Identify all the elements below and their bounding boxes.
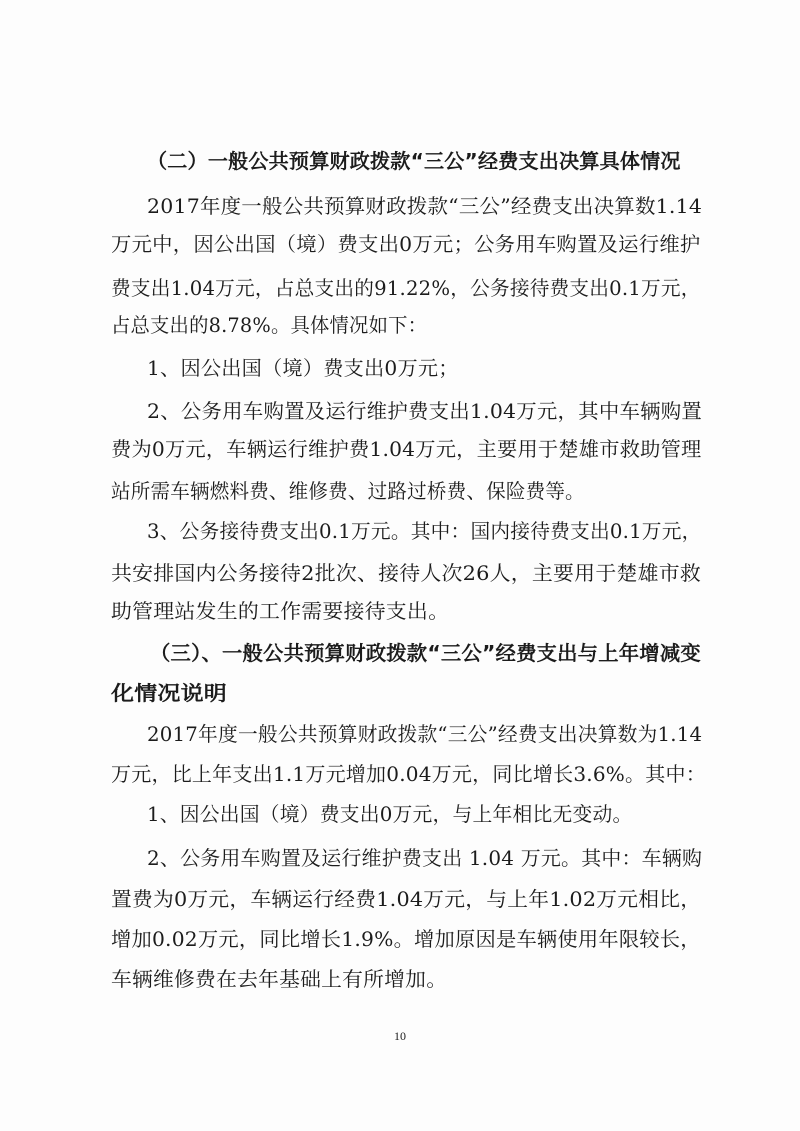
section-3-list-item-line: 置费为0万元，车辆运行经费1.04万元，与上年1.02万元相比，: [111, 887, 702, 911]
section-2-paragraph-line: 占总支出的8.78%。具体情况如下：: [111, 313, 428, 337]
section-3-heading: （三）、一般公共预算财政拨款“三公”经费支出与上年增减变: [150, 641, 701, 665]
section-2-paragraph-line: 费支出1.04万元，占总支出的91.22%，公务接待费支出0.1万元，: [111, 276, 701, 300]
section-2-list-item-line: 共安排国内公务接待2批次、接待人次26人，主要用于楚雄市救: [111, 561, 701, 585]
section-2-list-item: 1、因公出国（境）费支出0万元；: [147, 356, 459, 380]
section-3-list-item-line: 增加0.02万元，同比增长1.9%。增加原因是车辆使用年限较长，: [111, 927, 701, 951]
section-3-paragraph-line: 万元，比上年支出1.1万元增加0.04万元，同比增长3.6%。其中：: [111, 762, 706, 786]
section-3-list-item: 1、因公出国（境）费支出0万元，与上年相比无变动。: [147, 802, 633, 826]
section-2-list-item: 3、公务接待费支出0.1万元。其中：国内接待费支出0.1万元，: [147, 519, 702, 543]
section-2-heading: （二）一般公共预算财政拨款“三公”经费支出决算具体情况: [147, 149, 681, 173]
section-3-paragraph-line: 2017年度一般公共预算财政拨款“三公”经费支出决算数为1.14: [147, 722, 703, 746]
page-number: 10: [394, 1029, 406, 1043]
section-2-list-item-line: 站所需车辆燃料费、维修费、过路过桥费、保险费等。: [111, 479, 585, 503]
section-2-paragraph-line: 2017年度一般公共预算财政拨款“三公”经费支出决算数1.14: [147, 194, 703, 218]
section-2-list-item-line: 费为0万元，车辆运行维护费1.04万元，主要用于楚雄市救助管理: [111, 437, 702, 461]
section-3-heading: 化情况说明: [111, 681, 227, 705]
section-2-paragraph-line: 万元中，因公出国（境）费支出0万元；公务用车购置及运行维护: [111, 232, 701, 256]
section-3-list-item-line: 车辆维修费在去年基础上有所增加。: [111, 967, 448, 991]
section-2-list-item-line: 助管理站发生的工作需要接待支出。: [111, 599, 450, 623]
section-3-list-item: 2、公务用车购置及运行维护费支出 1.04 万元。其中：车辆购: [147, 846, 703, 870]
section-2-list-item: 2、公务用车购置及运行维护费支出1.04万元，其中车辆购置: [147, 399, 703, 423]
